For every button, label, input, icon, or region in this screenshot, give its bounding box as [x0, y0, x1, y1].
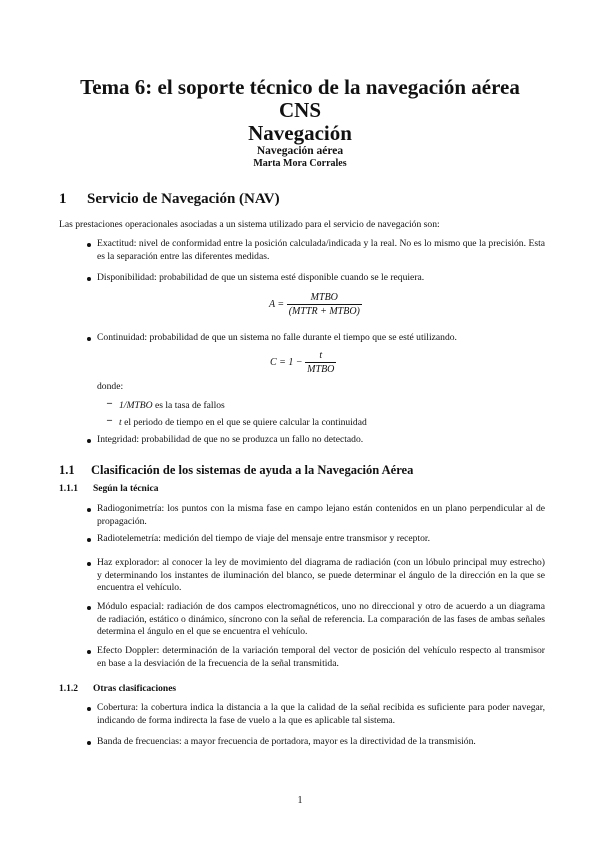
bullet-icon [87, 650, 91, 654]
bullet-icon [87, 243, 91, 247]
list-item: Haz explorador: al conocer la ley de movimiento del diagrama de radiación (con un lóbulo principal muy estrecho) y determinando los instantes de iluminación del blanco, se puede determinar el ángulo de la dirección en la que se encuentra el vehículo. [97, 557, 545, 593]
formula-numerator: MTBO [287, 292, 362, 305]
formula-numerator: t [305, 350, 336, 363]
list-item: Radiogonimetría: los puntos con la misma fase en campo lejano están contenidos en un plano perpendicular al de propagación. [97, 503, 545, 527]
list-item: Disponibilidad: probabilidad de que un sistema esté disponible cuando se le requiera. [97, 272, 425, 283]
document-title-line2: CNS [278, 98, 321, 122]
section-heading-1-1-2 [59, 684, 176, 694]
bullet-icon [87, 337, 91, 341]
section-number: 1.1.1 [59, 484, 78, 494]
formula-fraction [287, 292, 362, 317]
bullet-icon [87, 508, 91, 512]
bullet-icon [87, 562, 91, 566]
document-title: Tema 6: el soporte técnico de la navegación aérea [80, 75, 520, 99]
document-author: Marta Mora Corrales [253, 158, 347, 169]
bullet-icon [87, 741, 91, 745]
section-title: Otras clasificaciones [93, 684, 177, 694]
dash-icon: – [107, 398, 112, 409]
formula-lhs: A = [269, 298, 285, 310]
bullet-icon [87, 538, 91, 542]
section-heading-1 [59, 191, 280, 208]
list-item: Integridad: probabilidad de que no se produzca un fallo no detectado. [97, 434, 364, 445]
list-item: Radiotelemetría: medición del tiempo de viaje del mensaje entre transmisor y receptor. [97, 533, 430, 544]
section-title: Según la técnica [93, 484, 159, 494]
formula-denominator: MTBO [307, 364, 335, 375]
dash-icon: – [107, 415, 112, 426]
page-number: 1 [297, 795, 303, 806]
list-item: Banda de frecuencias: a mayor frecuencia de portadora, mayor es la directividad de la transmisión. [97, 736, 476, 747]
bullet-icon [87, 707, 91, 711]
section-title: Servicio de Navegación (NAV) [87, 191, 280, 207]
symbol: 1/MTBO [119, 400, 153, 411]
donde-label: donde: [97, 381, 124, 392]
formula-availability [269, 292, 362, 317]
document-title-line3: Navegación [248, 121, 352, 145]
list-item: Continuidad: probabilidad de que un sistema no falle durante el tiempo que se esté utilizando. [97, 332, 457, 343]
bullet-icon [87, 439, 91, 443]
bullet-icon [87, 606, 91, 610]
bullet-icon [87, 277, 91, 281]
sub-list-text: es la tasa de fallos [152, 400, 225, 411]
sub-list-item [119, 400, 225, 413]
title-block [0, 76, 600, 170]
document-subtitle: Navegación aérea [256, 145, 344, 157]
list-item: Módulo espacial: radiación de dos campos electromagnéticos, uno no direccional y otro de acuerdo a un diagrama de radiación, estático o dinámico, síncrono con la señal de referencia. La comparación de las fases de ambas señales determina el ángulo en el que se encuentra el vehículo. [97, 601, 545, 637]
section-intro: Las prestaciones operacionales asociadas a un sistema utilizado para el servicio de navegación son: [59, 219, 440, 230]
formula-denominator: (MTTR + MTBO) [288, 306, 360, 317]
symbol: t [119, 417, 122, 428]
sub-list-item [119, 417, 367, 430]
sub-list-text: el periodo de tiempo en el que se quiere calcular la continuidad [121, 417, 367, 428]
list-item: Cobertura: la cobertura indica la distancia a la que la calidad de la señal recibida es suficiente para poder navegar, indicando de forma indirecta la fase de vuelo a la que es aplicable tal sistema. [97, 702, 545, 726]
formula-fraction [305, 350, 336, 375]
list-item: Exactitud: nivel de conformidad entre la posición calculada/indicada y la real. No es lo mismo que la precisión. Esta es la separación entre las diferentes medidas. [97, 238, 545, 262]
section-number: 1.1.2 [59, 684, 78, 694]
section-heading-1-1 [59, 463, 413, 478]
section-number: 1.1 [59, 463, 75, 477]
section-heading-1-1-1 [59, 484, 158, 494]
formula-continuity [270, 350, 336, 375]
section-title: Clasificación de los sistemas de ayuda a la Navegación Aérea [91, 463, 414, 477]
formula-lhs: C = 1 − [270, 356, 303, 368]
section-number: 1 [59, 191, 67, 207]
list-item: Efecto Doppler: determinación de la variación temporal del vector de posición del vehículo respecto al transmisor en base a la desviación de la frecuencia de la señal transmitida. [97, 645, 545, 669]
